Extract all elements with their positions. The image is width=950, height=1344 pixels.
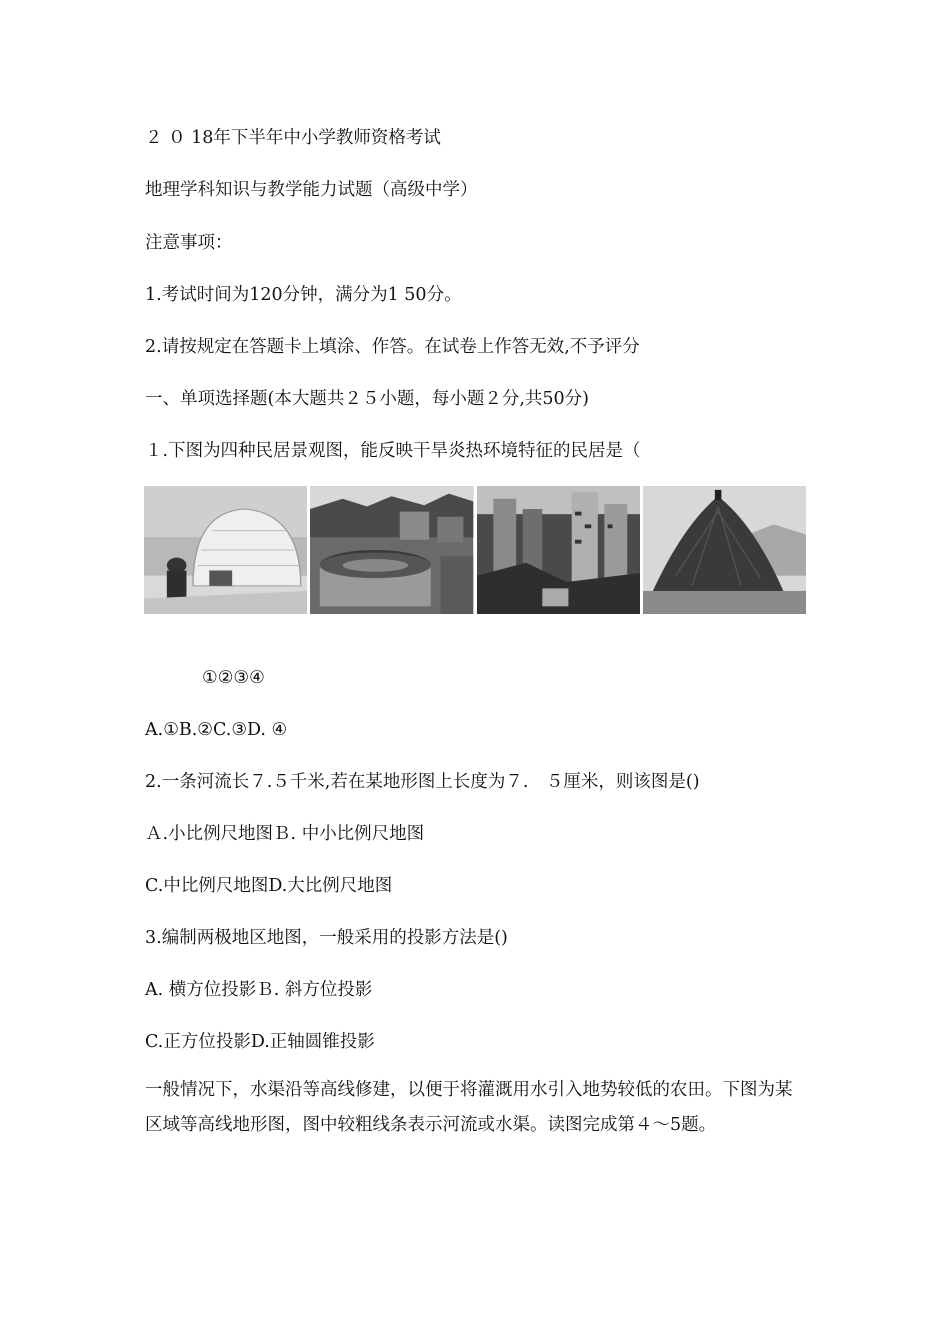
question-3-stem: 3.编制两极地区地图，一般采用的投影方法是() [145, 928, 508, 948]
exam-title: ２ ０ 18年下半年中小学教师资格考试 [145, 128, 441, 148]
question-3-options-row-2: C.正方位投影D.正轴圆锥投影 [145, 1032, 375, 1052]
notice-item-1: 1.考试时间为120分钟，满分为1 50分。 [145, 285, 462, 305]
question-4-5-intro: 一般情况下，水渠沿等高线修建，以便于将灌溉用水引入地势较低的农田。下图为某区域等高线地形图，图中较粗线条表示河流或水渠。读图完成第４～5题。 [145, 1080, 793, 1135]
notice-heading: 注意事项： [145, 233, 233, 253]
question-3-options-row-1: A. 横方位投影Ｂ. 斜方位投影 [145, 980, 373, 1000]
thatched-hut-photo [643, 486, 806, 614]
question-1-photo-strip [144, 486, 806, 614]
igloo-photo [144, 486, 307, 614]
earthen-roundhouse-photo [310, 486, 473, 614]
notice-item-2: 2.请按规定在答题卡上填涂、作答。在试卷上作答无效,不予评分 [145, 337, 640, 357]
question-1-options: A.①B.②C.③D. ④ [145, 720, 288, 740]
section-heading: 一、单项选择题(本大题共２５小题，每小题２分,共50分) [145, 389, 589, 409]
exam-subtitle: 地理学科知识与教学能力试题（高级中学） [145, 180, 478, 200]
question-2-options-row-1: Ａ.小比例尺地图Ｂ. 中小比例尺地图 [145, 824, 425, 844]
desert-tower-houses-photo [477, 486, 640, 614]
question-1-stem: １.下图为四种民居景观图，能反映干旱炎热环境特征的民居是（ [145, 441, 641, 461]
question-2-options-row-2: C.中比例尺地图D.大比例尺地图 [145, 876, 393, 896]
question-1-photo-labels: ①②③④ [202, 668, 265, 688]
question-2-stem: 2.一条河流长７.５千米,若在某地形图上长度为７. ５厘米，则该图是() [145, 772, 700, 792]
